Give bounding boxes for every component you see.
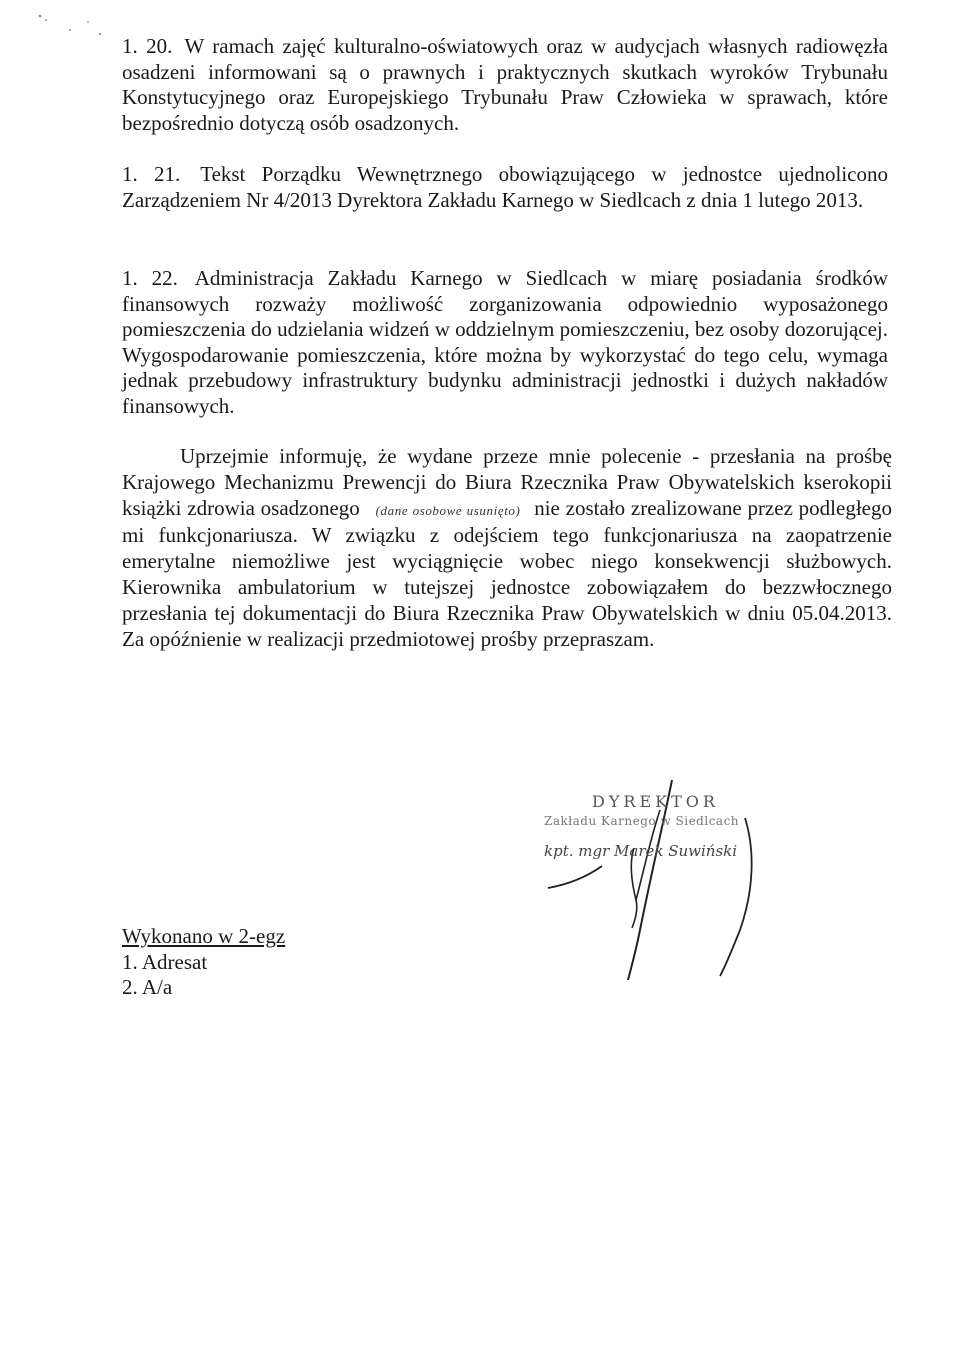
point-1-20 (122, 34, 888, 136)
body-text-after: nie zostało zrealizowane przez podległego mi funkcjonariusza. W związku z odejściem tego funkcjonariusza na zaopatrzenie emerytalne niemożliwe jest wyciągnięcie wobec niego konsekwencji służbowych. Kierownika ambulatorium w tutejszej jednostce zobowiązałem do bezzwłocznego przesłania tej dokumentacji do Biura Rzecznika Praw Obywatelskich w dniu 05.04.2013. Za opóźnienie w realizacji przedmiotowej prośby przepraszam. (122, 495, 892, 651)
main-body-paragraph (122, 444, 892, 652)
point-number: 1. 22. (122, 266, 178, 290)
point-number: 1. 21. (122, 162, 181, 186)
director-stamp-signature (540, 780, 780, 980)
stamp-institution: Zakładu Karnego w Siedlcach (544, 814, 740, 828)
redaction-note: (dane osobowe usunięto) (375, 502, 521, 518)
point-1-22 (122, 266, 888, 420)
stamp-title: DYREKTOR (592, 792, 719, 811)
copies-note (122, 924, 285, 1001)
point-text: Tekst Porządku Wewnętrznego obowiązującego w jednostce ujednolicono Zarządzeniem Nr 4/2013 Dyrektora Zakładu Karnego w Siedlcach z dnia 1 lutego 2013. (122, 162, 889, 212)
copy-recipient-1: 1. Adresat (122, 949, 208, 974)
point-text: W ramach zajęć kulturalno-oświatowych oraz w audycjach własnych radiowęzła osadzeni informowani są o prawnych i praktycznych skutkach wyroków Trybunału Konstytucyjnego oraz Europejskiego Trybunału Praw Człowieka w sprawach, które bezpośrednio dotyczą osób osadzonych. (122, 34, 888, 135)
point-number: 1. 20. (122, 34, 173, 58)
body-text-before: Uprzejmie informuję, że wydane przeze mnie polecenie - przesłania na prośbę Krajowego Mechanizmu Prewencji do Biura Rzecznika Praw Obywatelskich kserokopii książki zdrowia osadzonego (122, 444, 892, 520)
scan-specks (30, 8, 110, 48)
copy-recipient-2: 2. A/a (122, 975, 173, 1000)
stamp-name: kpt. mgr Marek Suwiński (544, 842, 738, 860)
point-1-21 (122, 162, 888, 213)
copies-heading: Wykonano w 2-egz (122, 924, 286, 948)
point-text: Administracja Zakładu Karnego w Siedlcach w miarę posiadania środków finansowych rozważy możliwość zorganizowania odpowiednio wyposażonego pomieszczenia do udzielania widzeń w oddzielnym pomieszczeniu, bez osoby dozorującej. Wygospodarowanie pomieszczenia, które można by wykorzystać do tego celu, wymaga jednak przebudowy infrastruktury budynku administracji jednostki i dużych nakładów finansowych. (122, 266, 888, 418)
